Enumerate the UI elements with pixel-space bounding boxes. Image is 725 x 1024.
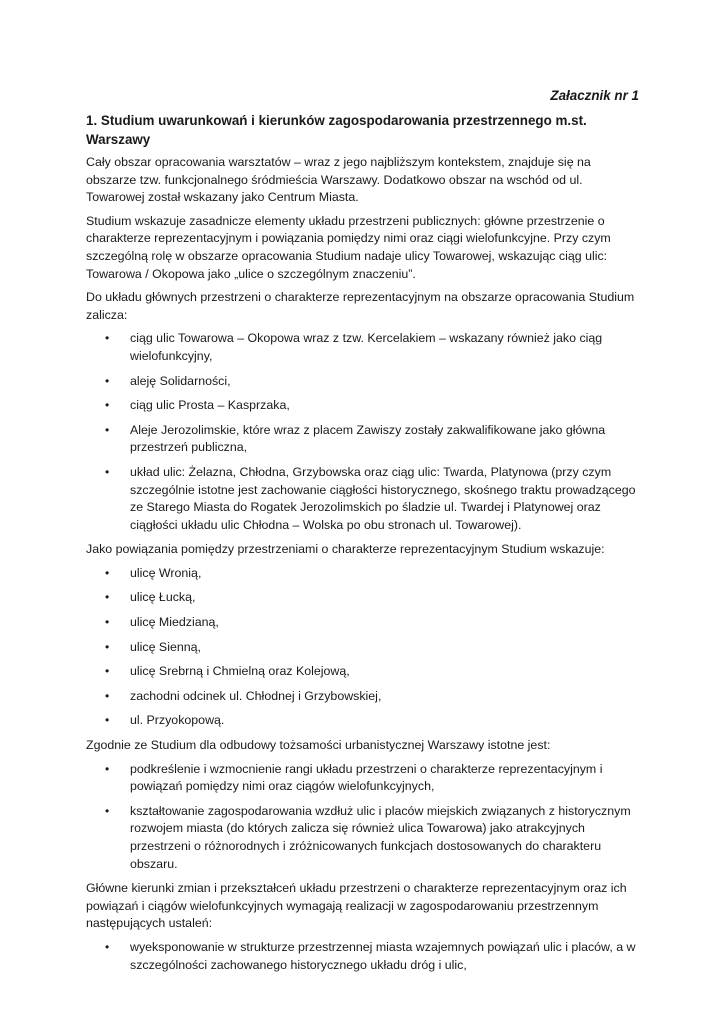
annex-label: Załacznik nr 1 <box>550 88 639 103</box>
bullet-icon: • <box>105 803 110 818</box>
list-item-text: ulicę Sienną, <box>130 639 201 654</box>
representative-spaces-list <box>86 330 639 534</box>
bullet-icon: • <box>105 939 110 954</box>
list-item-text: ulicę Wronią, <box>130 565 202 580</box>
list-item <box>86 373 639 391</box>
bullet-icon: • <box>105 565 110 580</box>
bullet-icon: • <box>105 761 110 776</box>
list-item <box>86 761 639 796</box>
list-item <box>86 464 639 534</box>
paragraph-4: Jako powiązania pomiędzy przestrzeniami o charakterze reprezentacyjnym Studium wskazuje: <box>86 542 605 557</box>
list-item <box>86 712 639 730</box>
list-item-text: ciąg ulic Prosta – Kasprzaka, <box>130 398 290 413</box>
paragraph-5: Zgodnie ze Studium dla odbudowy tożsamości urbanistycznej Warszawy istotne jest: <box>86 738 551 753</box>
list-item-text: ulicę Srebrną i Chmielną oraz Kolejową, <box>130 664 350 679</box>
bullet-icon: • <box>105 373 110 388</box>
list-item-text: ciąg ulic Towarowa – Okopowa wraz z tzw. Kercelakiem – wskazany również jako ciąg wielofunkcyjny, <box>130 331 603 363</box>
list-item-text: aleję Solidarności, <box>130 373 231 388</box>
list-item <box>86 614 639 632</box>
list-item-text: kształtowanie zagospodarowania wzdłuż ulic i placów miejskich związanych z historycznym rozwojem miasta (do których zalicza się również ulica Towarowa) jako atrakcyjnych przestrzeni o różnorodnych i zróżnicowanych funkcjach dostosowanych do charakteru obszaru. <box>130 803 631 871</box>
list-item <box>86 397 639 415</box>
paragraph-3: Do układu głównych przestrzeni o charakterze reprezentacyjnym na obszarze opracowania Studium zalicza: <box>86 290 635 322</box>
list-item-text: wyeksponowanie w strukturze przestrzennej miasta wzajemnych powiązań ulic i placów, a w szczególności zachowanego historycznego układu dróg i ulic, <box>130 939 636 972</box>
list-item-text: Aleje Jerozolimskie, które wraz z placem Zawiszy zostały zakwalifikowane jako główna przestrzeń publiczna, <box>130 422 606 455</box>
directions-list <box>86 939 639 974</box>
paragraph-2: Studium wskazuje zasadnicze elementy układu przestrzeni publicznych: główne przestrzenie o charakterze reprezentacyjnym i powiązania pomiędzy nimi oraz ciągi wielofunkcyjne. Przy czym szczególną rolę w obszarze opracowania Studium nadaje ulicy Towarowej, wskazując ciąg ulic: Towarowa / Okopowa jako „ulice o szczególnym znaczeniu”. <box>86 213 611 281</box>
bullet-icon: • <box>105 713 110 728</box>
list-item <box>86 803 639 873</box>
list-item-text: zachodni odcinek ul. Chłodnej i Grzybowskiej, <box>130 688 382 703</box>
bullet-icon: • <box>105 464 110 479</box>
bullet-icon: • <box>105 590 110 605</box>
document-title: 1. Studium uwarunkowań i kierunków zagospodarowania przestrzennego m.st. Warszawy <box>86 113 587 147</box>
list-item <box>86 589 639 607</box>
paragraph-1: Cały obszar opracowania warsztatów – wraz z jego najbliższym kontekstem, znajduje się na obszarze tzw. funkcjonalnego śródmieścia Warszawy. Dodatkowo obszar na wschód od ul. Towarowej został wskazany jako Centrum Miasta. <box>86 155 591 205</box>
bullet-icon: • <box>105 398 110 413</box>
list-item <box>86 939 639 974</box>
paragraph-6: Główne kierunki zmian i przekształceń układu przestrzeni o charakterze reprezentacyjnym oraz ich powiązań i ciągów wielofunkcyjnych wymagają realizacji w zagospodarowaniu przestrzennym następujących ustaleń: <box>86 881 627 931</box>
list-item <box>86 688 639 706</box>
list-item-text: ul. Przyokopową. <box>130 713 225 728</box>
identity-list <box>86 761 639 874</box>
list-item-text: układ ulic: Żelazna, Chłodna, Grzybowska oraz ciąg ulic: Twarda, Platynowa (przy czym szczególnie istotne jest zachowanie ciągłości historycznego, skośnego traktu prowadzącego ze Starego Miasta do Rogatek Jerozolimskich po śladzie ul. Twardej i Platynowej oraz ciągłości układu ulic Chłodna – Wolska po obu stronach ul. Towarowej). <box>130 464 636 532</box>
list-item <box>86 663 639 681</box>
bullet-icon: • <box>105 664 110 679</box>
bullet-icon: • <box>105 688 110 703</box>
bullet-icon: • <box>105 639 110 654</box>
list-item <box>86 330 639 365</box>
list-item-text: ulicę Łucką, <box>130 590 196 605</box>
bullet-icon: • <box>105 615 110 630</box>
list-item <box>86 422 639 457</box>
list-item-text: podkreślenie i wzmocnienie rangi układu przestrzeni o charakterze reprezentacyjnym i powiązań pomiędzy nimi oraz ciągów wielofunkcyjnych, <box>130 761 603 794</box>
bullet-icon: • <box>105 331 110 346</box>
list-item <box>86 639 639 657</box>
connections-list <box>86 565 639 730</box>
bullet-icon: • <box>105 422 110 437</box>
list-item-text: ulicę Miedzianą, <box>130 615 219 630</box>
list-item <box>86 565 639 583</box>
